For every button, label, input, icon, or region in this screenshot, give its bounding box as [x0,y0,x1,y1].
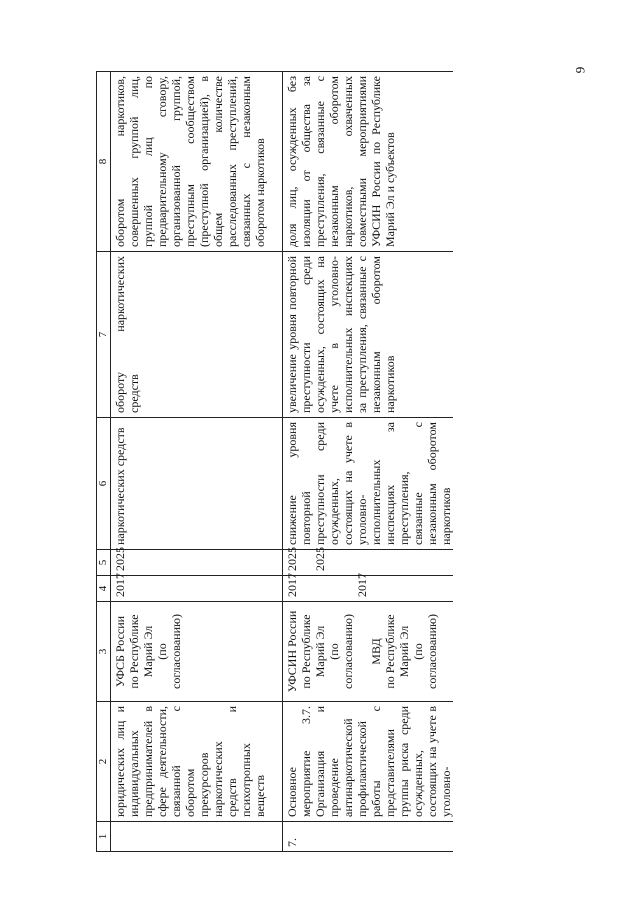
end-year-cell [110,547,282,576]
header-cell-5: 5 [97,550,111,576]
header-cell-7: 7 [97,252,111,418]
row-number [110,822,282,852]
header-cell-4: 4 [97,576,111,602]
header-cell-6: 6 [97,418,111,550]
row-number: 7. [282,822,453,852]
activity-cell: Основное мероприятие 3.7. Организация и проведение антинаркотической профилактической работы с представителями группы риска среди осужденных, состоящих на учете в уголовно- [282,702,453,822]
executor-line: УФСИН России [284,610,299,693]
table-row [282,72,453,852]
executor-cell [110,602,282,702]
header-cell-8: 8 [97,72,111,252]
executor-line: Марий Эл [140,625,155,678]
activity-cell: юридических лиц и индивидуальных предпринимателей в сфере деятельности, связанной с оборотом прекурсоров наркотических средств и психотропных веществ [110,702,282,822]
header-cell-1: 1 [97,822,111,852]
indicator-link-cell: доля лиц, осужденных без изоляции от общества за преступления, связанные с незаконным оборотом наркотиков, охваченных совместными мероприятиями УФСИН России по Республике Марий Эл и субъектов [282,72,453,252]
rotated-table-container [96,72,454,852]
executor-cell [282,602,453,702]
start-year-cell [110,573,282,602]
result-short-cell: наркотических средств [110,418,282,550]
executor-line: МВД [369,638,384,665]
executor-line: УФСБ России [112,615,127,688]
executor-line: Марий Эл [312,625,327,678]
result-short-cell: снижение уровня повторной преступности среди осужденных, состоящих на учете в уголовно-исполнительных инспекциях за преступления, связанные с незаконным оборотом наркотиков [282,418,453,550]
header-cell-3: 3 [97,602,111,702]
executor-line: (по согласованию) [326,614,355,689]
result-long-cell: увеличение уровня повторной преступности среди осужденных, состоящих на учете в уголовно-исполнительных инспекциях за преступления, связанные с незаконным оборотом наркотиков [282,252,453,418]
end-year: 2025 [284,547,299,571]
executor-line: по Республике [298,614,313,689]
executor-line: (по согласованию) [154,614,183,689]
executor-line: Марий Эл [397,625,412,678]
indicator-link-cell: оборотом наркотиков, совершенных группой лиц, группой лиц по предварительному сговору, организованной группой, преступным сообществом (преступной организацией), в общем количестве расследованных преступлений, связанных с незаконным оборотом наркотиков [110,72,282,252]
table-row [110,72,282,852]
header-row [97,72,111,852]
executor-line: по Республике [383,614,398,689]
executor-line: по Республике [126,614,141,689]
start-year: 2017 [354,573,369,597]
program-table [96,71,453,852]
start-year: 2017 [112,573,127,597]
header-cell-2: 2 [97,702,111,822]
page-number: 9 [571,66,587,74]
year-gap [299,580,355,597]
executor-line: (по согласованию) [411,614,440,689]
result-long-cell: обороту наркотических средств [110,252,282,418]
start-year: 2017 [284,573,299,597]
start-year-cell [282,573,453,602]
end-year: 2025 [312,547,327,571]
end-year: 2025 [112,547,127,571]
year-gap [299,554,313,571]
executor-gap [355,606,369,697]
end-year-cell [282,547,453,576]
